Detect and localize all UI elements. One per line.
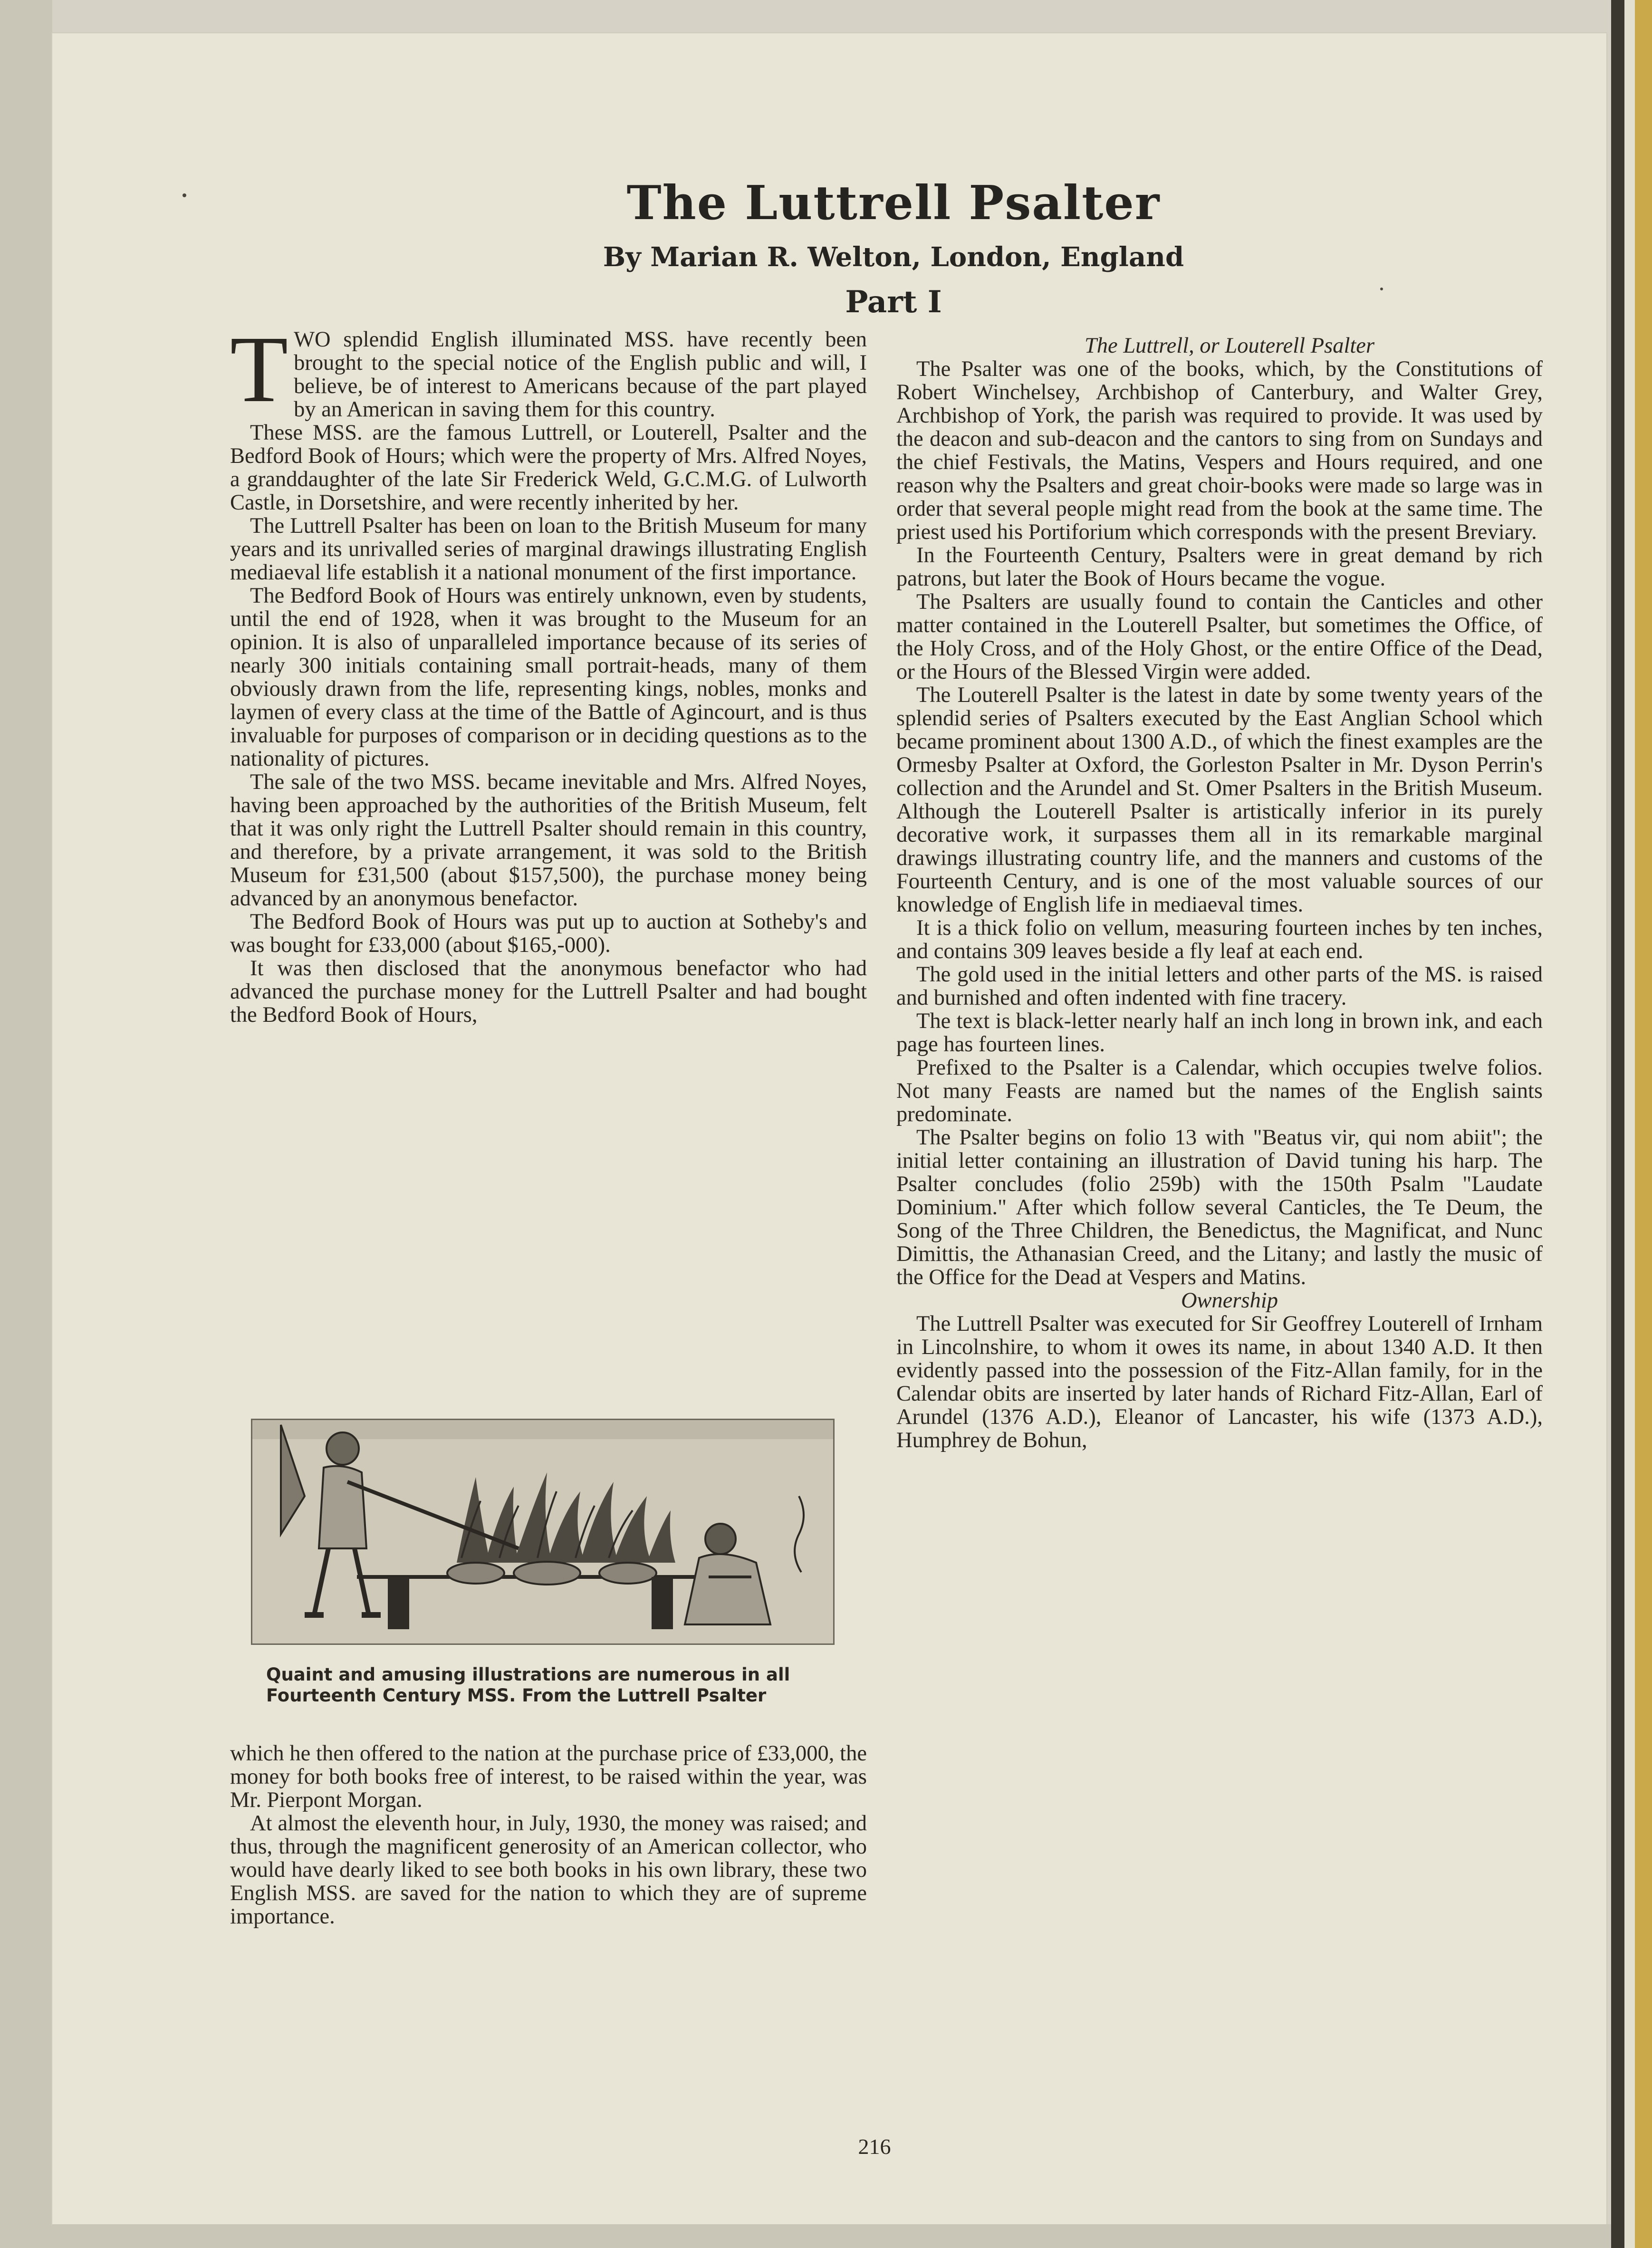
paragraph: The Psalters are usually found to contain the Canticles and other matter contained in the Louterell Psalter, but sometimes the Office, of the Holy Cross, and of the Holy Ghost, or the entire Office of the Dead, or the Hours of the Blessed Virgin were added. [896, 590, 1543, 684]
paragraph: The Psalter begins on folio 13 with "Beatus vir, qui nom abiit"; the initial letter containing an illustration of David tuning his harp. The Psalter concludes (folio 259b) with the 150th Psalm "Laudate Dominium." After which follow several Canticles, the Te Deum, the Song of the Three Children, the Benedictus, the Magnificat, and Nunc Dimittis, the Athanasian Creed, and the Litany; and lastly the music of the Office for the Dead at Vespers and Matins. [896, 1125, 1543, 1289]
roasting-scene-drawing [252, 1420, 833, 1643]
section-heading: The Luttrell, or Louterell Psalter [1084, 334, 1375, 358]
paragraph: The Bedford Book of Hours was entirely unknown, even by students, until the end of 1928, when it was brought to the Museum for an opinion. It is also of unparalleled importance because of its series of nearly 300 initials containing small portrait-heads, many of them obviously drawn from the life, representing kings, nobles, monks and laymen of every class at the time of the Battle of Agincourt, and is thus invaluable for purposes of comparison or in deciding questions as to the nationality of pictures. [230, 584, 867, 771]
article-byline: By Marian R. Welton, London, England [603, 241, 1184, 273]
paragraph: The Louterell Psalter is the latest in date by some twenty years of the splendid series of Psalters executed by the East Anglian School which became prominent about 1300 A.D., of which the finest examples are the Ormesby Psalter at Oxford, the Gorleston Psalter in Mr. Dyson Perrin's collection and the Arundel and St. Omer Psalters in the British Museum. Although the Louterell Psalter is artistically inferior in its purely decorative work, it surpasses them all in its remarkable marginal drawings illustrating country life, and the manners and customs of the Fourteenth Century, and is one of the most valuable sources of our knowledge of English life in mediaeval times. [896, 683, 1543, 917]
manuscript-illustration [251, 1419, 835, 1645]
paragraph: In the Fourteenth Century, Psalters were in great demand by rich patrons, but later the Book of Hours became the vogue. [896, 543, 1543, 591]
paragraph: The Luttrell Psalter has been on loan to the British Museum for many years and its unrivalled series of marginal drawings illustrating English mediaeval life establish it a national monument of the first importance. [230, 514, 867, 585]
paragraph: It was then disclosed that the anonymous benefactor who had advanced the purchase money for the Luttrell Psalter and had bought the Bedford Book of Hours, [230, 956, 867, 1027]
paragraph: Prefixed to the Psalter is a Calendar, which occupies twelve folios. Not many Feasts are named but the names of the English saints predominate. [896, 1056, 1543, 1126]
article-title: The Luttrell Psalter [626, 176, 1161, 231]
figure-caption: Quaint and amusing illustrations are numerous in all Fourteenth Century MSS. From the Luttrell Psalter [266, 1664, 790, 1706]
scan-margin-bottom [52, 2224, 1611, 2248]
paragraph: These MSS. are the famous Luttrell, or Louterell, Psalter and the Bedford Book of Hours; which were the property of Mrs. Alfred Noyes, a granddaughter of the late Sir Frederick Weld, G.C.M.G. of Lulworth Castle, in Dorsetshire, and were recently inherited by her. [230, 421, 867, 515]
paragraph [230, 317, 867, 422]
paragraph: It is a thick folio on vellum, measuring fourteen inches by ten inches, and contains 309 leaves beside a fly leaf at each end. [896, 916, 1543, 963]
paragraph: The text is black-letter nearly half an inch long in brown ink, and each page has fourteen lines. [896, 1009, 1543, 1057]
paragraph: The sale of the two MSS. became inevitable and Mrs. Alfred Noyes, having been approached by the authorities of the British Museum, felt that it was only right the Luttrell Psalter should remain in this country, and therefore, by a private arrangement, it was sold to the British Museum for £31,500 (about $157,500), the purchase money being advanced by an anonymous benefactor. [230, 770, 867, 911]
scan-margin-left [0, 0, 52, 2248]
scan-edge-right [1611, 0, 1652, 2248]
section-heading: Ownership [1181, 1288, 1278, 1313]
paragraph: The Bedford Book of Hours was put up to auction at Sotheby's and was bought for £33,000 (about $165,-000). [230, 910, 867, 957]
left-column-continued [230, 1742, 867, 1928]
paragraph: At almost the eleventh hour, in July, 1930, the money was raised; and thus, through the magnificent generosity of an American collector, who would have dearly liked to see both books in his own library, these two English MSS. are saved for the nation to which they are of supreme importance. [230, 1811, 867, 1929]
left-column [230, 317, 867, 1027]
page-number: 216 [858, 2134, 891, 2159]
paragraph: The Psalter was one of the books, which, by the Constitutions of Robert Winchelsey, Archbishop of Canterbury, and Walter Grey, Archbishop of York, the parish was required to provide. It was used by the deacon and sub-deacon and the cantors to sing from on Sundays and the chief Festivals, the Matins, Vespers and Hours required, and one reason why the Psalters and great choir-books were made so large was in order that several people might read from the book at the same time. The priest used his Portiforium which corresponds with the present Breviary. [896, 357, 1543, 544]
paragraph: The gold used in the initial letters and other parts of the MS. is raised and burnished and often indented with fine tracery. [896, 962, 1543, 1010]
paragraph: The Luttrell Psalter was executed for Sir Geoffrey Louterell of Irnham in Lincolnshire, to whom it owes its name, in about 1340 A.D. It then evidently passed into the possession of the Fitz-Allan family, for in the Calendar obits are inserted by later hands of Richard Fitz-Allan, Earl of Arundel (1376 A.D.), Eleanor of Lancaster, his wife (1373 A.D.), Humphrey de Bohun, [896, 1312, 1543, 1452]
paragraph-text: WO splendid English illuminated MSS. have recently been brought to the special notice of the English public and will, I believe, be of interest to Americans because of the part played by an American in saving them for this country. [294, 327, 867, 422]
drop-cap: T [230, 317, 288, 422]
article-part: Part I [845, 284, 942, 320]
paragraph: which he then offered to the nation at the purchase price of £33,000, the money for both books free of interest, to be raised within the year, was Mr. Pierpont Morgan. [230, 1741, 867, 1812]
right-column [896, 334, 1543, 1452]
